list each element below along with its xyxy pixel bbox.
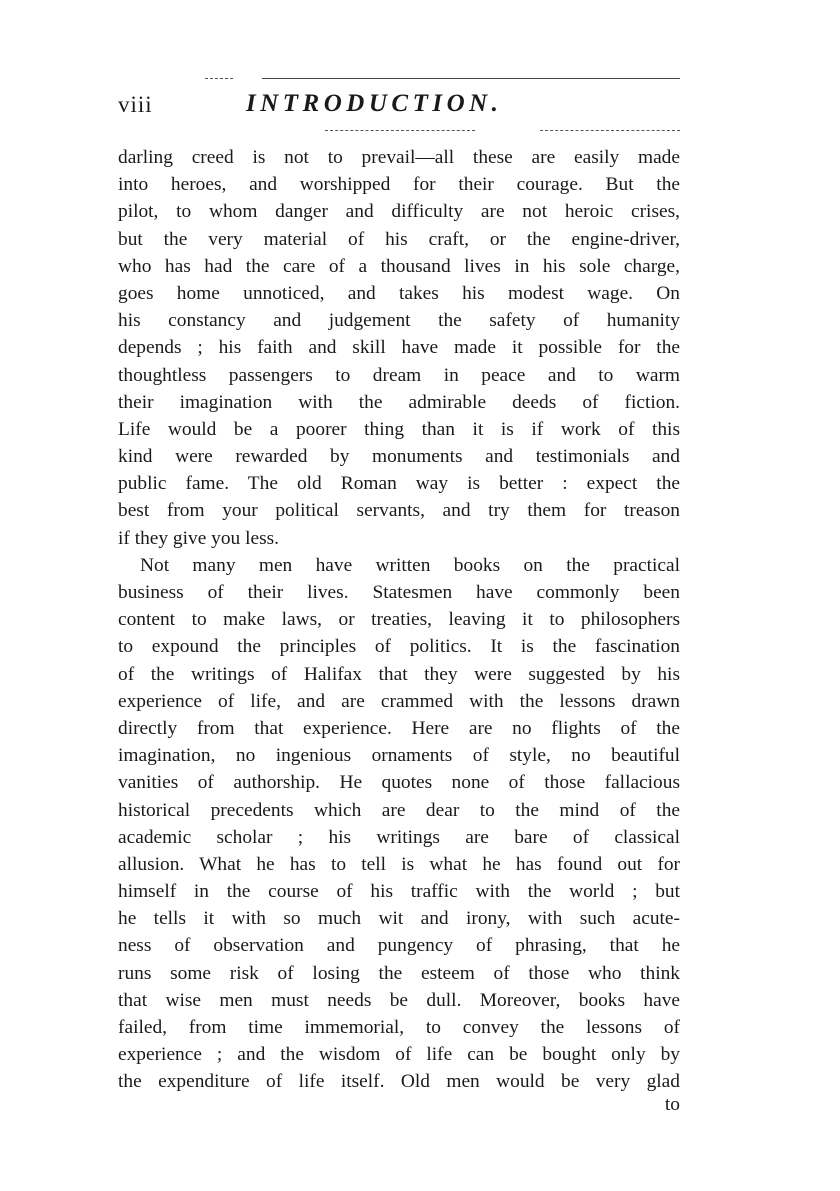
text-line: content to make laws, or treaties, leaving it to philosophers <box>118 609 680 631</box>
text-line: Not many men have written books on the practical <box>140 554 680 576</box>
text-line: that wise men must needs be dull. Moreover, books have <box>118 989 680 1011</box>
text-line: business of their lives. Statesmen have commonly been <box>118 582 680 603</box>
text-line: experience of life, and are crammed with the lessons drawn <box>118 690 680 712</box>
header-rule-bottom-right <box>540 130 680 131</box>
text-line: directly from that experience. Here are no flights of the <box>118 717 680 739</box>
text-line: runs some risk of losing the esteem of those who think <box>118 962 680 984</box>
text-line: Life would be a poorer thing than it is if work of this <box>118 418 680 440</box>
text-line: darling creed is not to prevail—all these are easily made <box>118 147 680 168</box>
text-line: pilot, to whom danger and difficulty are not heroic crises, <box>118 201 680 223</box>
paragraph-2 <box>118 552 680 1096</box>
text-line: vanities of authorship. He quotes none of those fallacious <box>118 772 680 794</box>
header-rule-top-left <box>205 78 233 79</box>
text-line: the expenditure of life itself. Old men would be very glad <box>118 1071 680 1093</box>
text-line: allusion. What he has to tell is what he has found out for <box>118 853 680 875</box>
text-line: kind were rewarded by monuments and testimonials and <box>118 446 680 468</box>
page-number: viii <box>118 92 153 117</box>
header-rule-bottom-left <box>325 130 475 131</box>
text-line: best from your political servants, and try them for treason <box>118 500 680 522</box>
text-line: his constancy and judgement the safety of humanity <box>118 310 680 332</box>
text-line: of the writings of Halifax that they were suggested by his <box>118 663 680 685</box>
text-line: academic scholar ; his writings are bare of classical <box>118 826 680 848</box>
text-line: but the very material of his craft, or the engine-driver, <box>118 228 680 250</box>
text-line: failed, from time immemorial, to convey the lessons of <box>118 1017 680 1038</box>
text-line: if they give you less. <box>118 527 280 549</box>
header-rule-top <box>262 78 680 79</box>
text-line: goes home unnoticed, and takes his modest wage. On <box>118 282 680 304</box>
text-line: historical precedents which are dear to the mind of the <box>118 799 680 821</box>
text-line: who has had the care of a thousand lives in his sole charge, <box>118 255 680 277</box>
text-line: to expound the principles of politics. It is the fascination <box>118 636 680 658</box>
text-line: imagination, no ingenious ornaments of style, no beautiful <box>118 745 680 767</box>
running-head: INTRODUCTION. <box>246 90 503 117</box>
paragraph-1 <box>118 144 680 552</box>
text-line: experience ; and the wisdom of life can be bought only by <box>118 1044 680 1066</box>
page-header <box>118 88 680 128</box>
text-line: himself in the course of his traffic with the world ; but <box>118 881 680 903</box>
text-line: depends ; his faith and skill have made it possible for the <box>118 337 680 359</box>
catchword: to <box>664 1094 680 1115</box>
body-text <box>118 144 680 1096</box>
text-line: ness of observation and pungency of phrasing, that he <box>118 935 680 957</box>
text-line: public fame. The old Roman way is better : expect the <box>118 473 680 495</box>
text-line: into heroes, and worshipped for their courage. But the <box>118 174 680 196</box>
text-line: he tells it with so much wit and irony, with such acute- <box>118 908 680 930</box>
text-line: thoughtless passengers to dream in peace and to warm <box>118 364 680 386</box>
text-line: their imagination with the admirable deeds of fiction. <box>118 391 680 413</box>
